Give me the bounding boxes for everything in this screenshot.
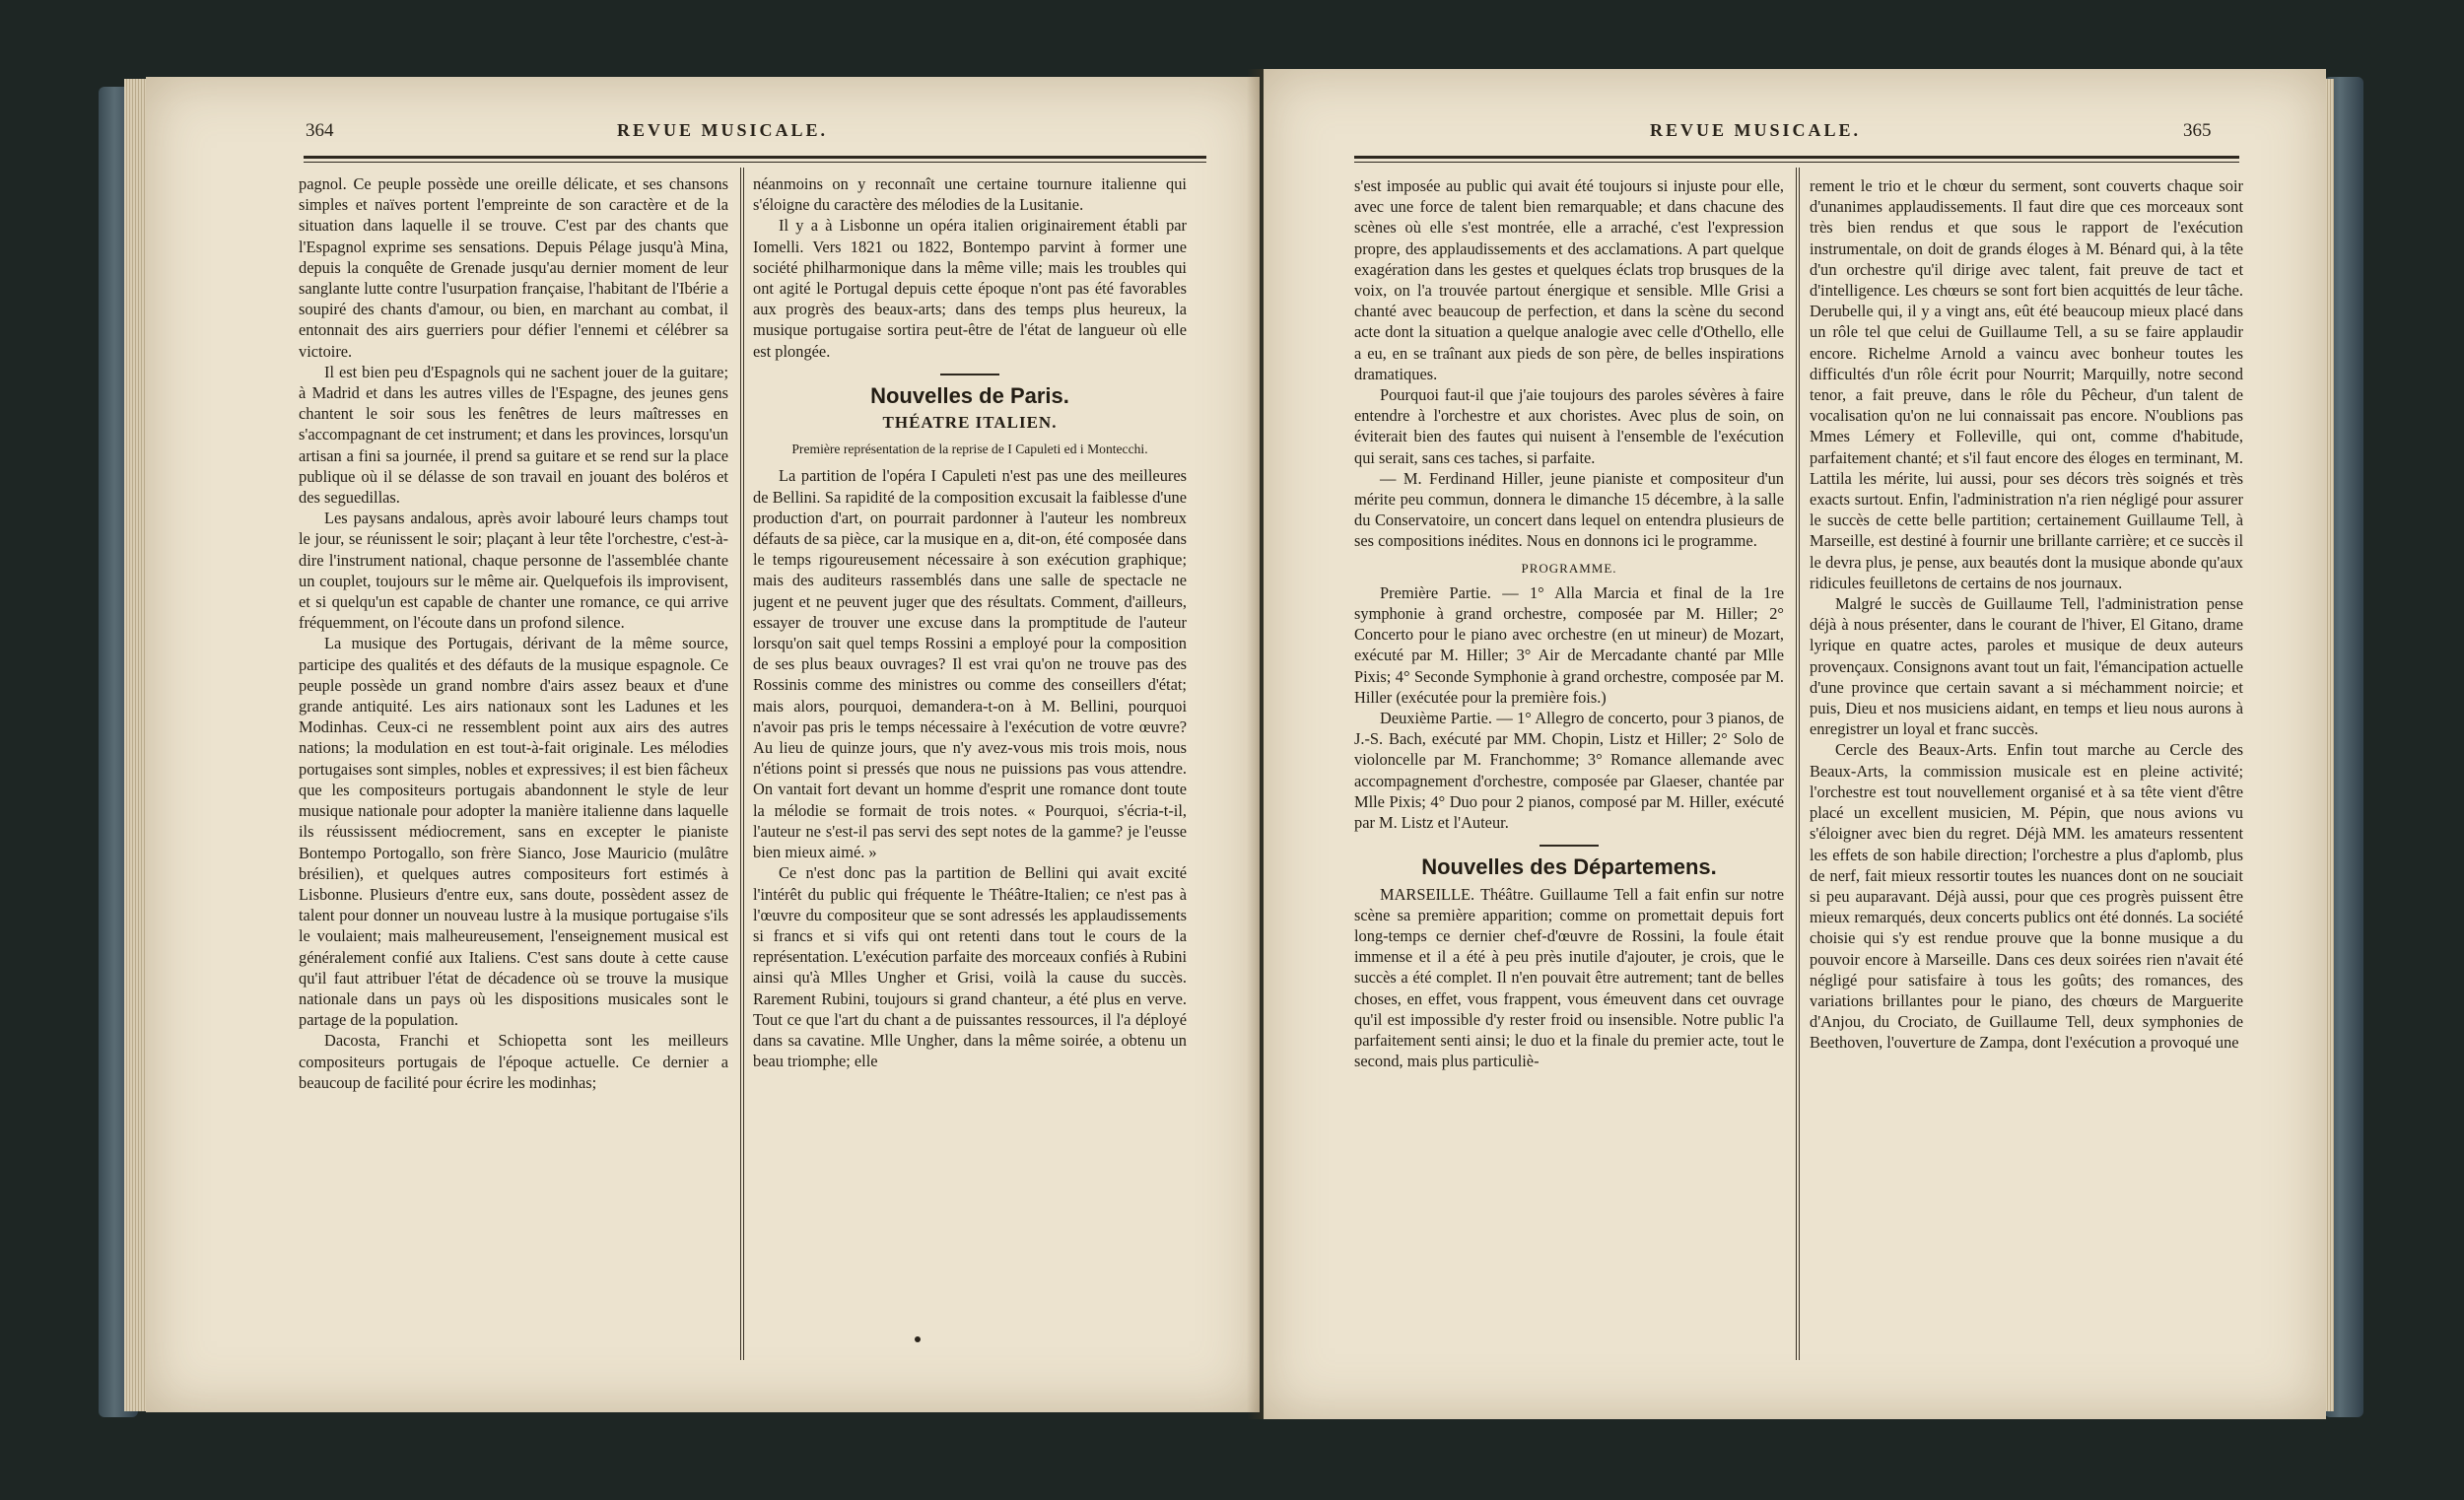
paragraph: rement le trio et le chœur du serment, sont couverts chaque soir d'unanimes applaudissements. Il faut dire que ces morceaux sont très bien rendus et que sous le rapport de l'exécution instrumentale, on doit de grands éloges à M. Bénard qui, à la tête d'un orchestre qu'il dirige avec talent, fait preuve de tact et d'intelligence. Les chœurs se sont fort bien acquittés de leur tâche. Derubelle qui, il y a vingt ans, eût été beaucoup mieux placé dans un rôle tel que celui de Guillaume Tell, a su se faire applaudir encore. Richelme Arnold a vaincu avec bonheur toutes les difficultés d'un rôle écrit pour Nourrit; Marquilly, notre second tenor, a fait preuve, dans le rôle du Pêcheur, d'un talent de vocalisation qu'on ne lui connaissait pas encore. N'oublions pas Mmes Lémery et Folleville, qui ont, comme d'habitude, parfaitement chanté; et s'il faut encore des éloges en terminant, M. Lattila les mérite, lui aussi, pour ses décors très soignés et très exacts surtout. Enfin, l'administration n'a rien négligé pour assurer le succès de cette belle partition; certainement Guillaume Tell, à Marseille, est destiné à fournir une brillante carrière; et ce succès il le devra plus, je pense, aux beautés dont la musique abonde qu'aux ridicules feuilletons de certains de nos journaux.: [1810, 176, 2243, 592]
programme-item: Première Partie. — 1° Alla Marcia et final de la 1re symphonie à grand orchestre, composée par M. Hiller; 2° Concerto pour le piano avec orchestre (en ut mineur) de Mozart, exécuté par M. Hiller; 3° Air de Mercadante chanté par Mlle Pixis; 4° Seconde Symphonie à grand orchestre, composée par M. Hiller (exécutée pour la première fois.): [1354, 582, 1784, 707]
left-column-2: [753, 173, 1187, 1376]
running-head-right: [1264, 112, 2326, 152]
header-rule-thin: [304, 162, 1206, 163]
running-head-left: [146, 120, 1260, 160]
column-divider: [1796, 168, 1797, 1360]
section-dash: [1540, 845, 1599, 847]
column-divider: [1799, 168, 1800, 1360]
paragraph: pagnol. Ce peuple possède une oreille délicate, et ses chansons simples et naïves portent l'empreinte de son caractère et de la situation dans laquelle il se trouve. C'est par des chants que l'Espagnol exprime ses sensations. Depuis Pélage jusqu'à Mina, depuis la conquête de Grenade jusqu'au dernier moment de leur sanglante lutte contre l'usurpation française, l'habitant de l'Ibérie a soupiré des chants d'amour, ou bien, en marchant au combat, il entonnait des airs guerriers pour défier l'ennemi et célébrer sa victoire.: [299, 174, 728, 361]
paragraph: Cercle des Beaux-Arts. Enfin tout marche au Cercle des Beaux-Arts, la commission musicale est en pleine activité; l'orchestre est tout nouvellement organisé et à sa tête vient d'être placé un excellent musicien, M. Pépin, que nous avions vu s'éloigner avec bien du regret. Déjà MM. les amateurs ressentent les effets de son habile direction; l'orchestre a plus d'aplomb, plus de nerf, fait mieux ressortir toutes les nuances dont on ne souciait si peu auparavant. Déjà aussi, pour que ces progrès puissent être mieux remarqués, deux concerts publics ont été donnés. La société choisie qui s'y est rendue prouve que la bonne musique a du pouvoir encore à Marseille. Dans ces deux soirées rien n'avait été négligé pour satisfaire à tous les goûts; des romances, des variations brillantes pour le piano, des chœurs de Marguerite d'Anjou, du Crociato, de Guillaume Tell, deux symphonies de Beethoven, l'ouverture de Zampa, dont l'exécution a provoqué une: [1810, 740, 2243, 1053]
paragraph: Il est bien peu d'Espagnols qui ne sachent jouer de la guitare; à Madrid et dans les autres villes de l'Espagne, des jeunes gens chantent le soir sous les fenêtres de leurs maîtresses en s'accompagnant de cet instrument; et dans les provinces, lorsqu'un artisan a fini sa journée, il prend sa guitare et se rend sur la place publique où il se délasse de son travail en jouant des boléros et des seguedillas.: [299, 362, 728, 508]
column-divider: [740, 168, 741, 1360]
section-title-departemens: Nouvelles des Départemens.: [1421, 854, 1717, 880]
pencil-mark: [1863, 1407, 1946, 1419]
subsection-title: THÉATRE ITALIEN.: [882, 413, 1058, 433]
page-number: 365: [2183, 120, 2212, 141]
page-number: 364: [306, 120, 334, 141]
left-column-1: [299, 173, 728, 1376]
paragraph: néanmoins on y reconnaît une certaine tournure italienne qui s'éloigne du caractère des mélodies de la Lusitanie.: [753, 174, 1187, 215]
paragraph: La partition de l'opéra I Capuleti n'est pas une des meilleures de Bellini. Sa rapidité de la composition excusait la faiblesse d'une production d'art, on pourrait pardonner à l'auteur les nombreux défauts de sa pièce, car la musique en a, dit-on, été composée dans le temps rigoureusement nécessaire à son exécution graphique; mais des auditeurs rassemblés dans une salle de spectacle ne jugent et ne peuvent juger que des résultats. Comment, d'ailleurs, essayer de trouver une excuse dans la promptitude de l'auteur lorsqu'on sait quel temps Rossini a employé pour la composition de ses plus beaux ouvrages? Il est vrai qu'on ne trouve pas des Rossinis comme des ministres ou comme des conseillers d'état; mais alors, pourquoi, demandera-t-on à M. Bellini, pourquoi n'avoir pas pris le temps nécessaire à l'exécution de votre œuvre? Au lieu de quinze jours, que n'y avez-vous mis trois mois, nous n'étions point si pressés que nous ne puissions pas vous attendre. On vantait fort devant un homme d'esprit une romance dont toute la mélodie se formait de trois notes. « Pourquoi, s'écria-t-il, l'auteur ne s'est-il pas servi des sept notes de la gamme? je l'eusse bien mieux aimé. »: [753, 466, 1187, 862]
header-rule: [1354, 156, 2239, 159]
section-dash: [940, 374, 999, 375]
right-column-2: [1810, 175, 2243, 1388]
subsection-note: Première représentation de la reprise de I Capuleti ed i Montecchi.: [791, 442, 1148, 457]
paragraph: s'est imposée au public qui avait été toujours si injuste pour elle, avec une force de talent bien remarquable; et dans chacune des scènes où elle s'est montrée, elle a arraché, c'est l'expression propre, des applaudissements et des acclamations. A part quelque exagération dans les gestes et quelques éclats trop brusques de la voix, on l'a trouvée partout énergique et sensible. Mlle Grisi a chanté avec beaucoup de perfection, et dans la scène du second acte dont la situation a quelque analogie avec celle d'Othello, elle a eu, en se traînant aux pieds de son père, de belles inspirations dramatiques.: [1354, 176, 1784, 383]
paragraph: Ce n'est donc pas la partition de Bellini qui avait excité l'intérêt du public qui fréquente le Théâtre-Italien; ce n'est pas à l'œuvre du compositeur que se sont adressés les applaudissements si francs et si vifs qui ont retenti dans tout le cours de la représentation. L'exécution parfaite des morceaux confiés à Rubini ainsi qu'à Mlles Ungher et Grisi, voilà la cause du succès. Rarement Rubini, toujours si grand chanteur, a été plus en verve. Tout ce que l'art du chant a de puissantes ressources, il l'a déployé dans sa cavatine. Mlle Ungher, dans la même soirée, a obtenu un beau triomphe; elle: [753, 863, 1187, 1071]
paragraph: Il y a à Lisbonne un opéra italien originairement établi par Iomelli. Vers 1821 ou 1822, Bontempo parvint à former une société philharmonique dans la même ville; mais les troubles qui ont agité le Portugal depuis cette époque n'ont pas été favorables aux progrès des beaux-arts; dans des temps plus heureux, la musique portugaise sortira peut-être de l'état de langueur où elle est plongée.: [753, 216, 1187, 361]
header-rule: [304, 156, 1206, 159]
column-divider: [743, 168, 744, 1360]
programme-heading: PROGRAMME.: [1521, 560, 1617, 576]
paragraph: La musique des Portugais, dérivant de la même source, participe des qualités et des défauts de la musique espagnole. Ce peuple possède un grand nombre d'airs assez beaux et d'une grande antiquité. Les airs nationaux sont les Ladunes et les Modinhas. Ceux-ci ne ressemblent point aux airs des autres nations; la modulation en est tout-à-fait originale. Les mélodies portugaises sont simples, nobles et expressives; il est bien fâcheux que les compositeurs portugais abandonnent le style de leur musique nationale pour adopter la manière italienne dans laquelle ils réussissent médiocrement, sans en excepter le pianiste Bontempo Portogallo, son frère Sianco, Jose Mauricio (mulâtre brésilien), et quelques autres compositeurs fort estimés à Lisbonne. Plusieurs d'entre eux, sans doute, possèdent assez de talent pour donner un nouveau lustre à la musique portugaise s'ils le voulaient; mais malheureusement, l'enseignement musical est généralement confié aux Italiens. C'est sans doute à cette cause qu'il faut attribuer l'état de décadence où se trouve la musique nationale dans un pays où les dispositions musicales sont le partage de la population.: [299, 634, 728, 1030]
right-column-1: [1354, 175, 1784, 1388]
header-rule-thin: [1354, 162, 2239, 163]
paragraph: Malgré le succès de Guillaume Tell, l'administration pense déjà à nous présenter, dans le courant de l'hiver, El Gitano, drame lyrique en quatre actes, paroles et musique de deux auteurs provençaux. Consignons avant tout un fait, l'émancipation actuelle d'une province que certain savant a si méchamment noircie; et puis, Dieu et nos musiciens aidant, en temps et lieu nous aurons à enregistrer un loyal et franc succès.: [1810, 594, 2243, 739]
paragraph: — M. Ferdinand Hiller, jeune pianiste et compositeur d'un mérite peu commun, donnera le dimanche 15 décembre, à la salle du Conservatoire, un concert dans lequel on entendra plusieurs de ses compositions inédites. Nous en donnons ici le programme.: [1354, 468, 1784, 551]
paragraph: Dacosta, Franchi et Schiopetta sont les meilleurs compositeurs portugais de l'époque actuelle. Ce dernier a beaucoup de facilité pour écrire les modinhas;: [299, 1031, 728, 1092]
left-page: [146, 77, 1260, 1412]
paragraph: MARSEILLE. Théâtre. Guillaume Tell a fait enfin sur notre scène sa première apparition; comme on promettait depuis fort long-temps ce dernier chef-d'œuvre de Rossini, la foule était immense et il a été à peu près inutile d'ajouter, je crois, que le succès a été complet. Il n'en pouvait être autrement; tant de belles choses, en effet, vous frappent, vous émeuvent dans cet ouvrage qu'il est impossible d'y rester froid ou insensible. Notre public l'a parfaitement senti ainsi; le duo et la finale du premier acte, tout le second, mais plus particuliè-: [1354, 884, 1784, 1071]
right-page: [1264, 69, 2326, 1419]
paragraph: Les paysans andalous, après avoir labouré leurs champs tout le jour, se réunissent le soir; plaçant à leur tête l'orchestre, c'est-à-dire l'instrument national, chaque personne de l'assemblée chante un couplet, toujours sur le même air. Quelquefois ils improvisent, et si quelqu'un est capable de chanter une romance, ce qui arrive fréquemment, on l'écoute dans un profond silence.: [299, 509, 728, 633]
running-title: REVUE MUSICALE.: [616, 120, 829, 140]
running-title: REVUE MUSICALE.: [1649, 120, 1862, 140]
paragraph: Pourquoi faut-il que j'aie toujours des paroles sévères à faire entendre à l'orchestre et aux choristes. Avec plus de soin, on éviterait bien des fautes qui nuisent à l'ensemble de l'exécution qui serait, sans ces taches, si parfaite.: [1354, 385, 1784, 467]
printer-dot: [915, 1336, 921, 1342]
programme-item: Deuxième Partie. — 1° Allegro de concerto, pour 3 pianos, de J.-S. Bach, exécuté par MM. Chopin, Listz et Hiller; 2° Solo de violoncelle par M. Franchomme; 3° Romance allemande avec accompagnement d'orchestre, composée par Glaeser, chantée par Mlle Pixis; 4° Duo pour 2 pianos, composé par M. Hiller, exécuté par M. Listz et l'Auteur.: [1354, 709, 1784, 833]
section-title-paris: Nouvelles de Paris.: [870, 382, 1069, 408]
